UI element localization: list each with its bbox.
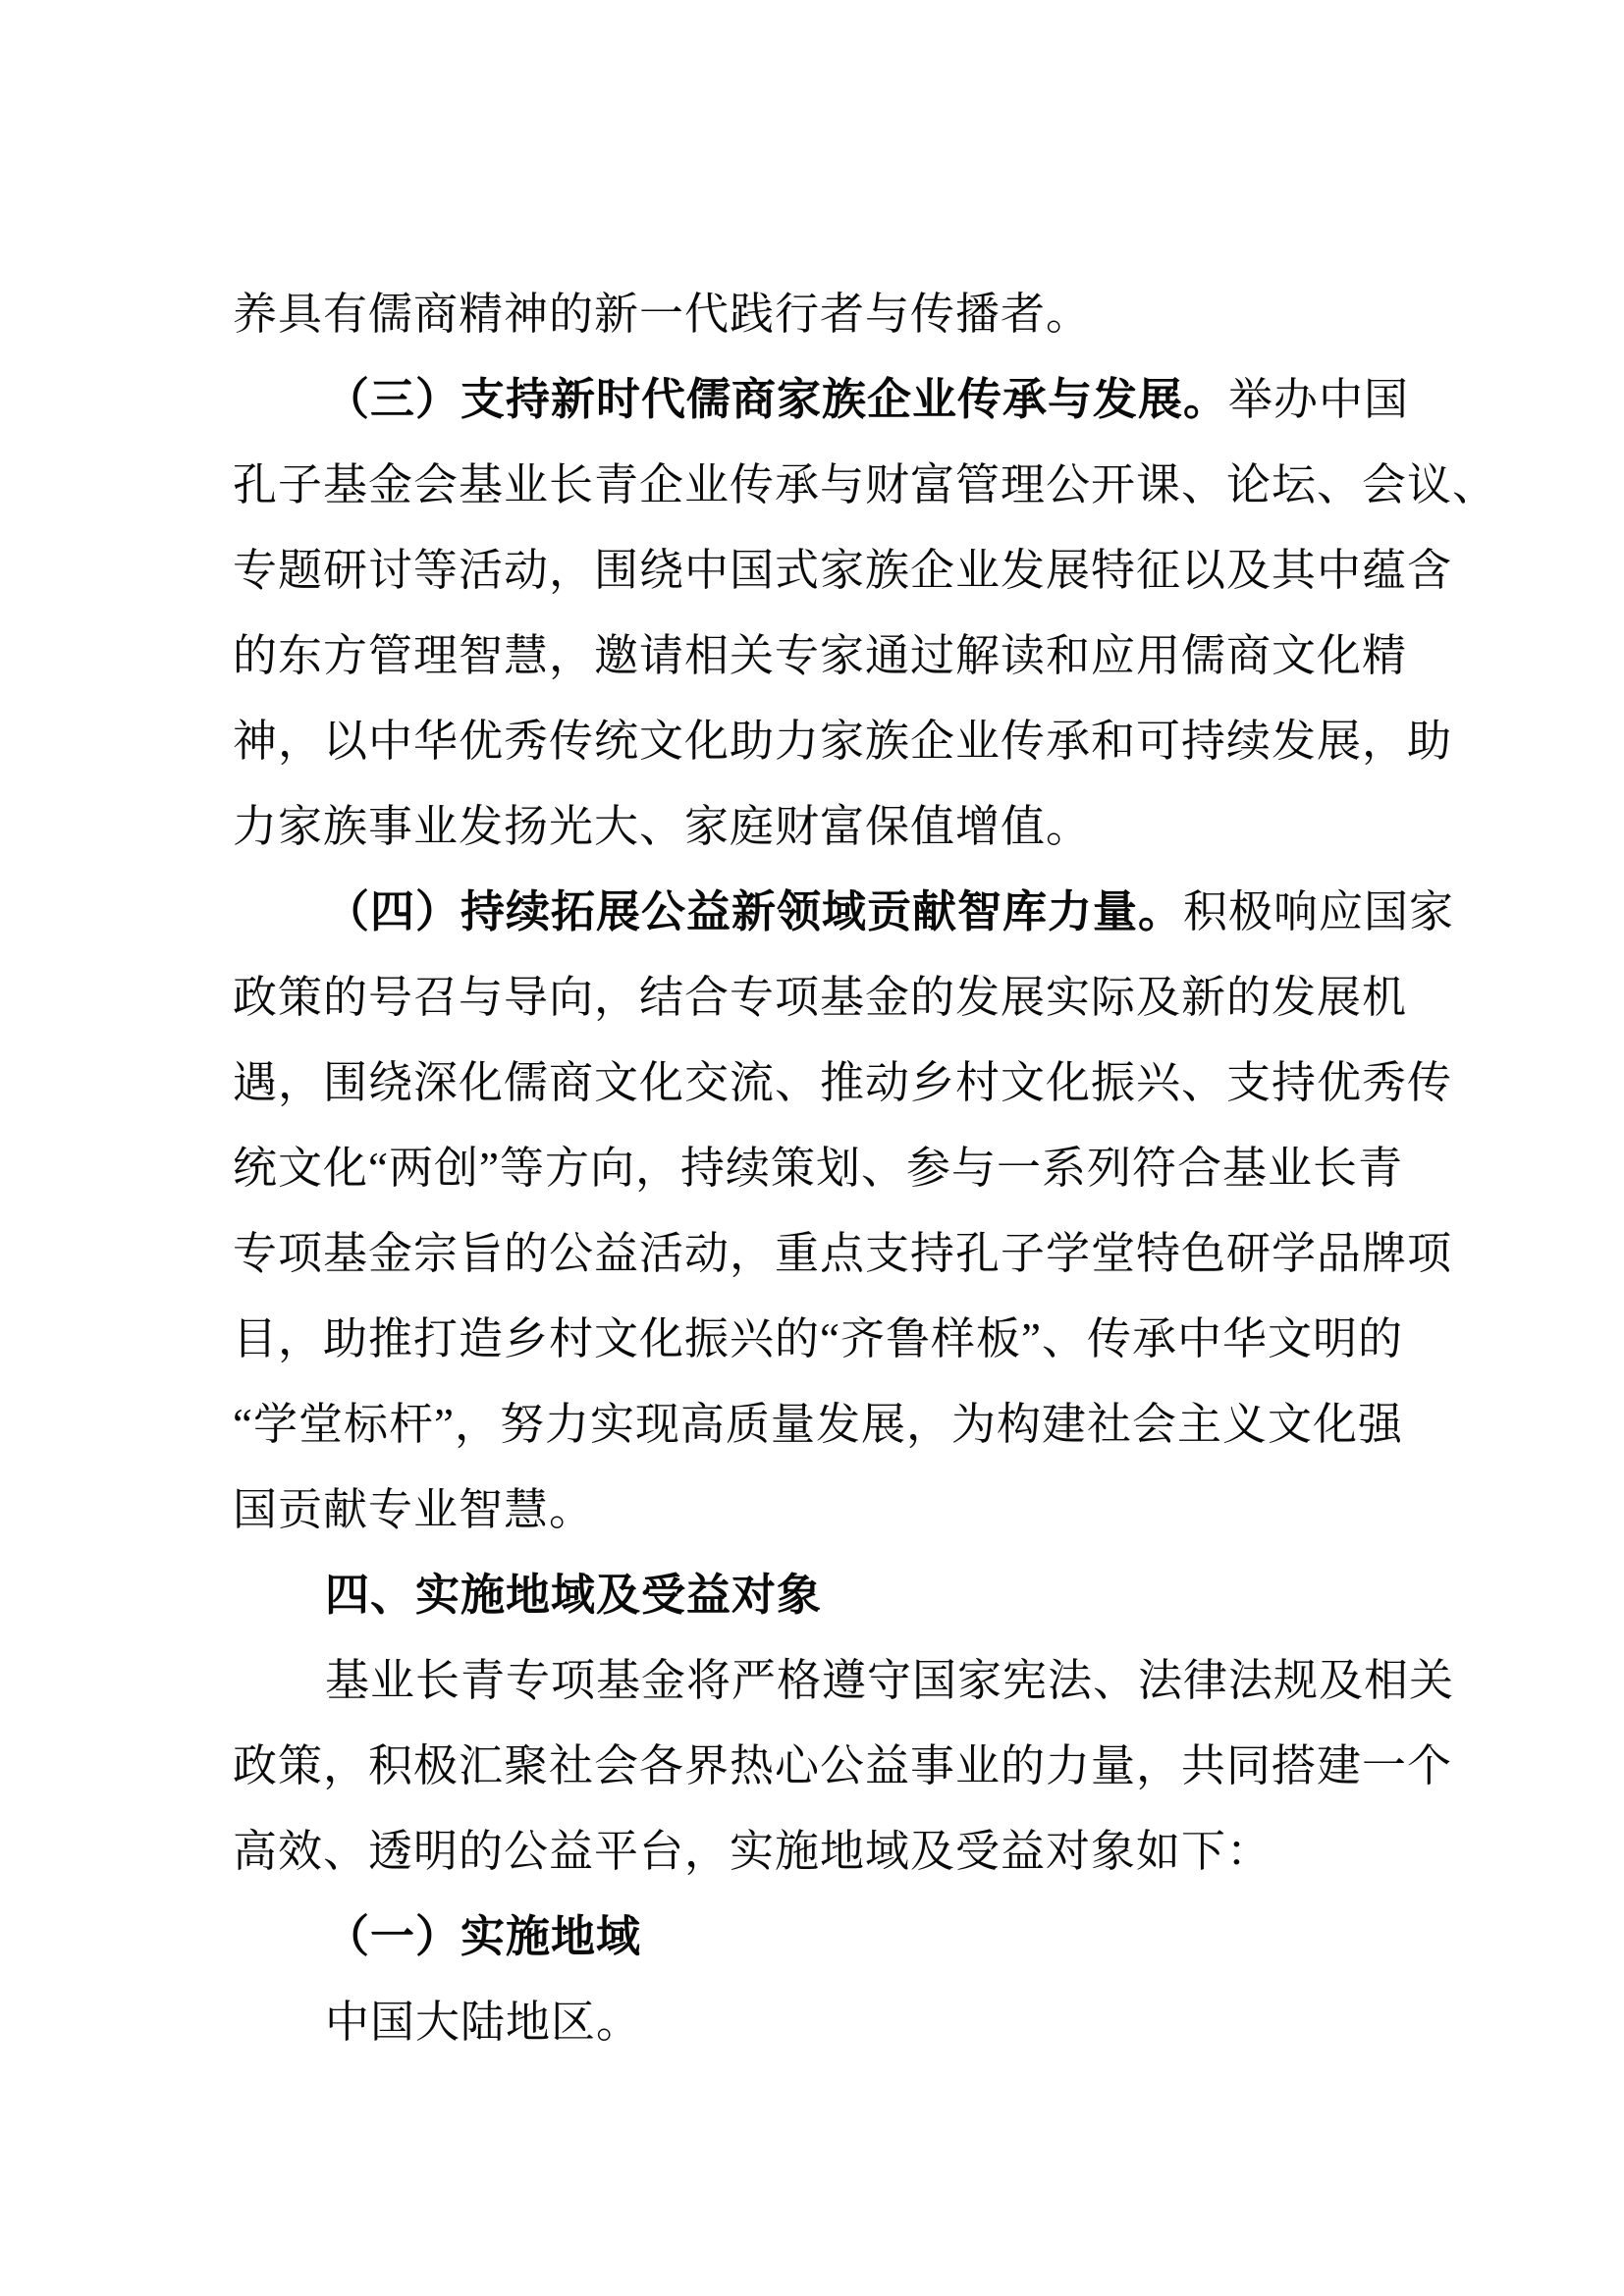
text-line	[233, 1468, 1397, 1553]
bold-text-segment: 四、实施地域及受益对象	[325, 1571, 823, 1620]
document-text-block	[233, 272, 1498, 2065]
text-line	[233, 443, 1498, 528]
text-line	[233, 357, 1410, 443]
text-segment: 高效、透明的公益平台，实施地域及受益对象如下：	[233, 1827, 1272, 1876]
text-segment: 中国大陆地区。	[325, 1998, 642, 2047]
text-line	[233, 1895, 1397, 1980]
text-segment: 的东方管理智慧，邀请相关专家通过解读和应用儒商文化精	[233, 631, 1408, 680]
text-line	[233, 1211, 1453, 1297]
text-segment: 积极响应国家	[1183, 887, 1455, 936]
text-line	[233, 1638, 1455, 1724]
text-segment: 神，以中华优秀传统文化助力家族企业传承和可持续发展，助	[233, 717, 1453, 766]
text-segment: “学堂标杆”，努力实现高质量发展，为构建社会主义文化强	[233, 1400, 1403, 1449]
text-segment: 孔子基金会基业长青企业传承与财富管理公开课、论坛、会议、	[233, 460, 1498, 509]
text-segment: 国贡献专业智慧。	[233, 1485, 595, 1534]
text-segment: 政策，积极汇聚社会各界热心公益事业的力量，共同搭建一个	[233, 1741, 1453, 1790]
text-segment: 养具有儒商精神的新一代践行者与传播者。	[233, 290, 1092, 339]
bold-text-segment: （一）实施地域	[325, 1912, 642, 1961]
bold-text-segment: （三）支持新时代儒商家族企业传承与发展。	[325, 375, 1229, 424]
text-line	[233, 1980, 1397, 2065]
text-line	[233, 1382, 1403, 1468]
text-line	[233, 870, 1455, 955]
text-line	[233, 1126, 1403, 1211]
text-line	[233, 1297, 1403, 1382]
text-segment: 遇，围绕深化儒商文化交流、推动乡村文化振兴、支持优秀传	[233, 1058, 1453, 1107]
text-segment: 举办中国	[1228, 375, 1410, 424]
text-line	[233, 699, 1453, 784]
text-line	[233, 272, 1397, 357]
text-segment: 专项基金宗旨的公益活动，重点支持孔子学堂特色研学品牌项	[233, 1229, 1453, 1278]
text-line	[233, 614, 1408, 699]
text-line	[233, 528, 1453, 614]
text-line	[233, 1809, 1397, 1895]
text-line	[233, 1041, 1453, 1126]
text-line	[233, 1724, 1453, 1809]
text-segment: 基业长青专项基金将严格遵守国家宪法、法律法规及相关	[325, 1656, 1455, 1705]
bold-text-segment: （四）持续拓展公益新领域贡献智库力量。	[325, 887, 1184, 936]
text-segment: 专题研讨等活动，围绕中国式家族企业发展特征以及其中蕴含	[233, 546, 1453, 595]
text-segment: 政策的号召与导向，结合专项基金的发展实际及新的发展机	[233, 973, 1408, 1022]
text-line	[233, 955, 1408, 1041]
text-segment: 力家族事业发扬光大、家庭财富保值增值。	[233, 802, 1092, 851]
text-line	[233, 1553, 1397, 1638]
text-segment: 统文化“两创”等方向，持续策划、参与一系列符合基业长青	[233, 1144, 1403, 1193]
text-line	[233, 784, 1397, 870]
text-segment: 目，助推打造乡村文化振兴的“齐鲁样板”、传承中华文明的	[233, 1314, 1403, 1363]
